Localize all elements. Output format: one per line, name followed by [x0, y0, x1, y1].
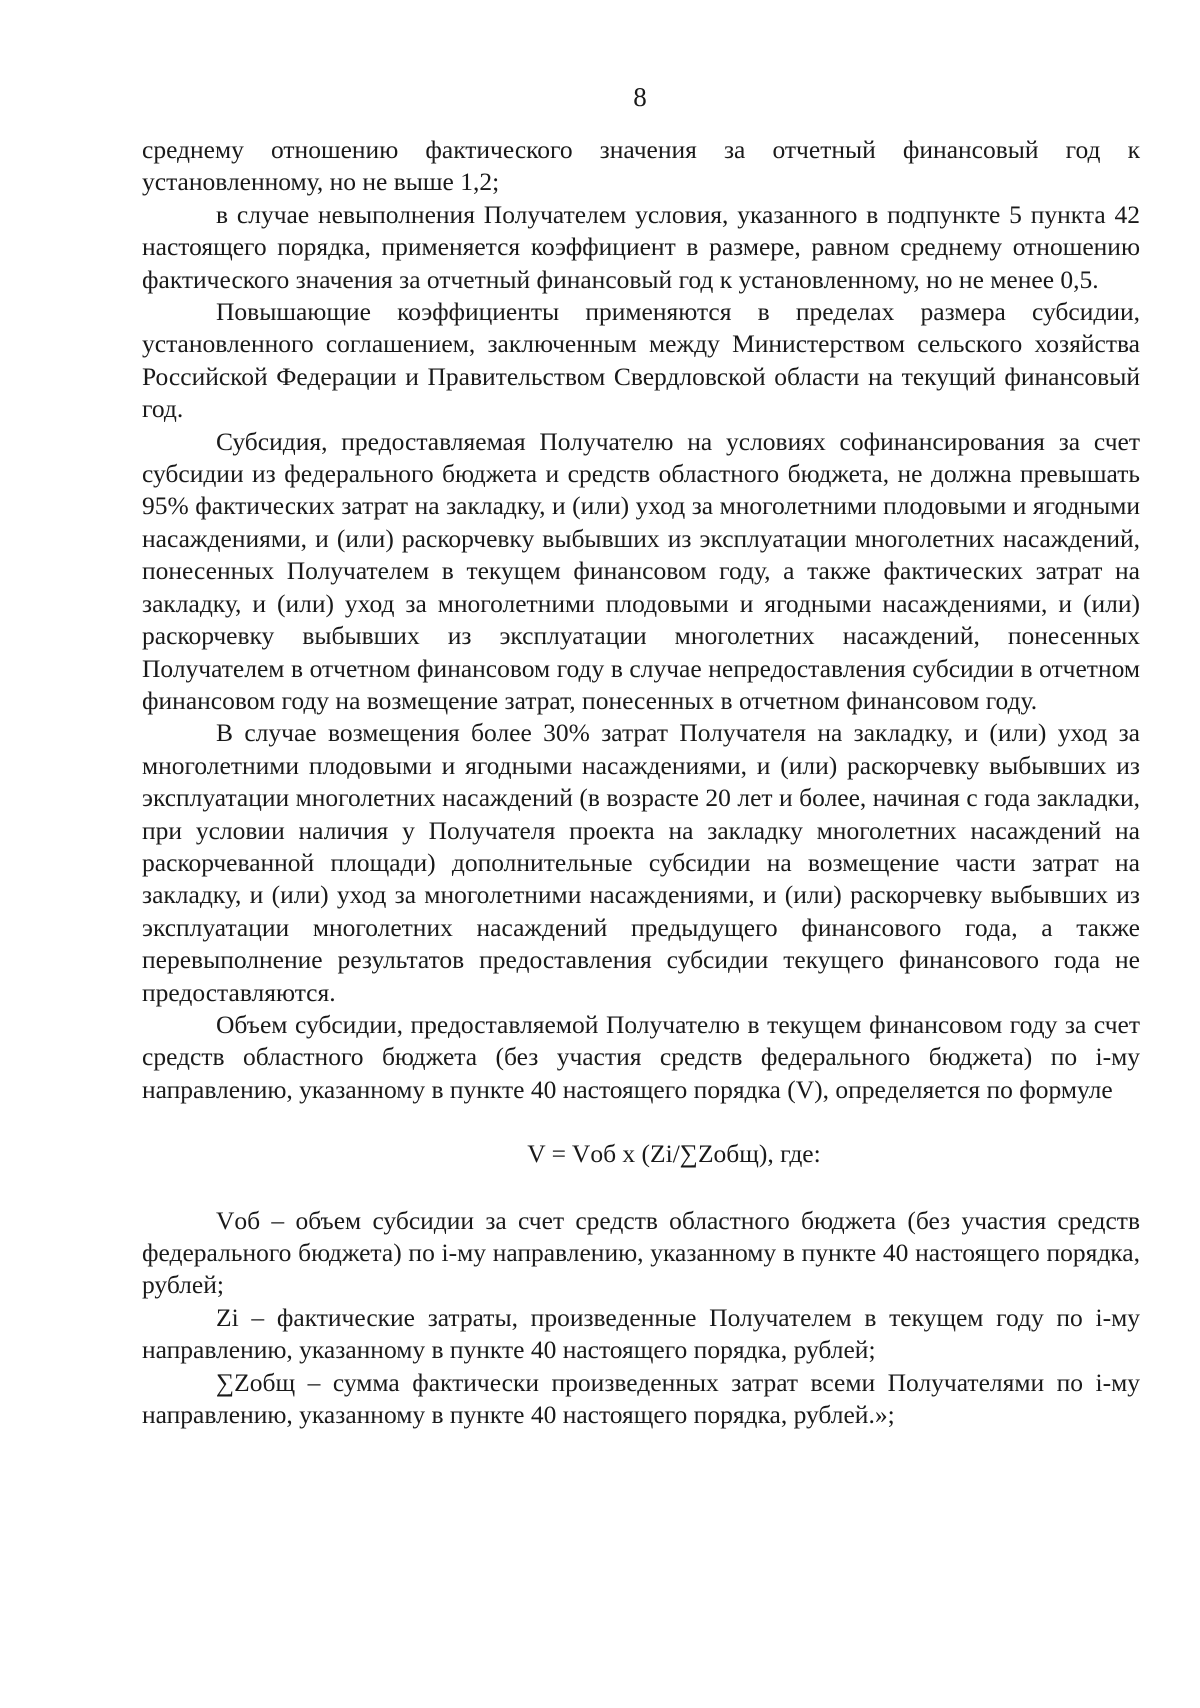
paragraph-increasing-coefficients: Повышающие коэффициенты применяются в пределах размера субсидии, установленного соглашением, заключенным между Министерством сельского хозяйства Российской Федерации и Правительством Свердловской области на текущий финансовый год.	[142, 297, 1140, 424]
paragraph-continuation: среднему отношению фактического значения за отчетный финансовый год к установленному, но не выше 1,2;	[142, 135, 1140, 197]
paragraph-nonfulfillment-coefficient: в случае невыполнения Получателем условия, указанного в подпункте 5 пункта 42 настоящего порядка, применяется коэффициент в размере, равном среднему отношению фактического значения за отчетный финансовый год к установленному, но не менее 0,5.	[142, 199, 1140, 294]
paragraph-reimbursement-over-30: В случае возмещения более 30% затрат Получателя на закладку, и (или) уход за многолетними плодовыми и ягодными насаждениями, и (или) раскорчевку выбывших из эксплуатации многолетних насаждений (в возрасте 20 лет и более, начиная с года закладки, при условии наличия у Получателя проекта на закладку многолетних насаждений на раскорчеванной площади) дополнительные субсидии на возмещение части затрат на закладку, и (или) уход за многолетними насаждениями, и (или) раскорчевку выбывших из эксплуатации многолетних насаждений предыдущего финансового года, а также перевыполнение результатов предоставления субсидии текущего финансового года не предоставляются.	[142, 718, 1140, 1007]
definition-vob: Vоб – объем субсидии за счет средств областного бюджета (без участия средств федерального бюджета) по i-му направлению, указанному в пункте 40 настоящего порядка, рублей;	[142, 1205, 1140, 1300]
page-number: 8	[633, 82, 647, 112]
paragraph-subsidy-cofinancing: Субсидия, предоставляемая Получателю на условиях софинансирования за счет субсидии из федерального бюджета и средств областного бюджета, не должна превышать 95% фактических затрат на закладку, и (или) уход за многолетними плодовыми и ягодными насаждениями, и (или) раскорчевку выбывших из эксплуатации многолетних насаждений, понесенных Получателем в текущем финансовом году, а также фактических затрат на закладку, и (или) уход за многолетними плодовыми и ягодными насаждениями, и (или) раскорчевку выбывших из эксплуатации многолетних насаждений, понесенных Получателем в отчетном финансовом году в случае непредоставления субсидии в отчетном финансовом году на возмещение затрат, понесенных в отчетном финансовом году.	[142, 426, 1140, 715]
definition-zi: Zi – фактические затраты, произведенные Получателем в текущем году по i-му направлению, указанному в пункте 40 настоящего порядка, рублей;	[142, 1302, 1140, 1365]
document-body	[142, 134, 1140, 1431]
paragraph-subsidy-volume: Объем субсидии, предоставляемой Получателю в текущем финансовом году за счет средств областного бюджета (без участия средств федерального бюджета) по i-му направлению, указанному в пункте 40 настоящего порядка (V), определяется по формуле	[142, 1009, 1140, 1104]
definition-sum-zobsh: ∑Zобщ – сумма фактически произведенных затрат всеми Получателями по i-му направлению, указанному в пункте 40 настоящего порядка, рублей.»;	[142, 1367, 1140, 1430]
formula: V = Vоб x (Zi/∑Zобщ), где:	[527, 1139, 821, 1169]
